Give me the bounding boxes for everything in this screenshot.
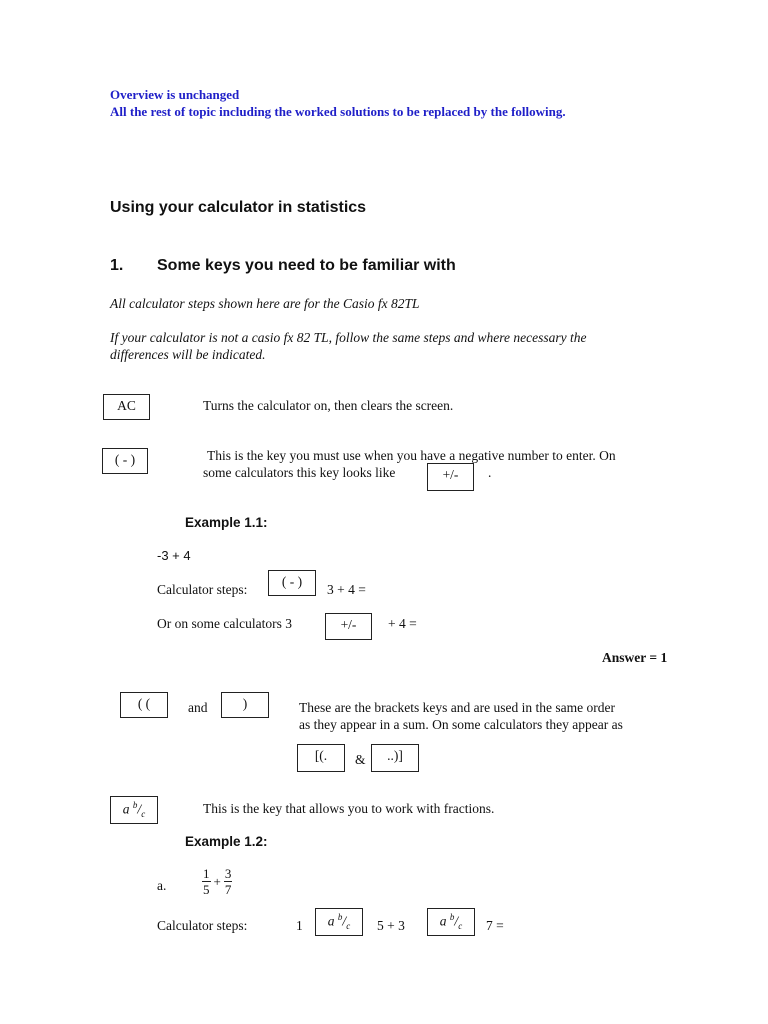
example-1-2-fraction-key-2 [427, 908, 475, 936]
example-1-2-fraction-key-2-symbol: a $^b/_c$ [439, 912, 463, 932]
example-1-2-step-1: 1 [296, 918, 303, 933]
example-1-2-title: Example 1.2: [185, 834, 268, 849]
example-1-2-fraction-key-1-b: b [337, 912, 343, 922]
fraction-three-sevenths [224, 866, 233, 897]
example-1-2-expression [202, 866, 232, 897]
example-1-1-negative-key-label: ( - ) [281, 574, 303, 589]
brackets-description-line1: These are the brackets keys and are used in the same order [299, 700, 615, 715]
plusminus-key-label: +/- [442, 467, 459, 482]
section-heading: Some keys you need to be familiar with [157, 257, 456, 274]
fraction-key-symbol: a $^b/_c$ [122, 800, 146, 820]
example-1-1-plusminus-key-label: +/- [340, 617, 357, 632]
example-1-2-fraction-key-1-symbol: a $^b/_c$ [327, 912, 351, 932]
fraction-three-sevenths-numerator: 3 [224, 866, 232, 881]
alt-open-bracket-key [297, 744, 345, 772]
ac-key [103, 394, 150, 420]
close-bracket-key [221, 692, 269, 718]
fraction-one-fifth [202, 866, 211, 897]
example-1-2-fraction-key-2-a: a [439, 913, 447, 929]
intro-text: All calculator steps shown here are for the Casio fx 82TL [110, 296, 420, 311]
example-1-1-steps-rest: 3 + 4 = [327, 582, 366, 597]
alt-open-bracket-key-label: [(. [314, 748, 328, 763]
brackets-description-line2: as they appear in a sum. On some calculators they appear as [299, 717, 623, 732]
example-1-1-answer: Answer = 1 [602, 650, 668, 665]
example-1-1-steps-label: Calculator steps: [157, 582, 248, 597]
alt-close-bracket-key [371, 744, 419, 772]
fraction-key-a: a [122, 801, 130, 817]
example-1-2-fraction-key-1-c: c [346, 921, 351, 932]
example-1-2-fraction-key-2-b: b [449, 912, 455, 922]
note-replacement: All the rest of topic including the worked solutions to be replaced by the following. [110, 104, 566, 119]
example-1-2-step-2: 5 + 3 [377, 918, 405, 933]
example-1-1-expression: -3 + 4 [157, 548, 191, 563]
example-1-2-fraction-key-2-c: c [458, 921, 463, 932]
fraction-one-fifth-denominator: 5 [203, 882, 210, 897]
brackets-ampersand: & [355, 752, 366, 767]
plusminus-key [427, 463, 474, 491]
page-title: Using your calculator in statistics [110, 199, 367, 216]
negative-description-dot: . [488, 465, 492, 480]
example-1-1-negative-key [268, 570, 316, 596]
open-bracket-key-label: ( ( [137, 696, 151, 711]
section-number: 1. [110, 257, 124, 274]
example-1-1-alt-rest: + 4 = [388, 616, 417, 631]
fraction-key-c: c [141, 809, 146, 820]
negative-description-line2: some calculators this key looks like [203, 465, 396, 480]
example-1-1-alt-label: Or on some calculators 3 [157, 616, 292, 631]
close-bracket-key-label: ) [242, 696, 248, 711]
brackets-and: and [188, 700, 208, 715]
fraction-three-sevenths-denominator: 7 [224, 882, 232, 897]
open-bracket-key [120, 692, 168, 718]
example-1-2-steps-label: Calculator steps: [157, 918, 248, 933]
negative-key [102, 448, 148, 474]
example-1-2-part-label: a. [157, 878, 167, 893]
plus-sign: + [213, 873, 221, 889]
example-1-1-plusminus-key [325, 613, 372, 640]
note-overview: Overview is unchanged [110, 87, 240, 102]
ac-description: Turns the calculator on, then clears the screen. [203, 398, 454, 413]
intro-note-line2: differences will be indicated. [110, 347, 266, 362]
negative-key-label: ( - ) [114, 452, 136, 467]
negative-description-line1: This is the key you must use when you have a negative number to enter. On [207, 448, 616, 463]
fraction-description: This is the key that allows you to work with fractions. [203, 801, 495, 816]
fraction-key-b: b [132, 800, 138, 810]
fraction-key [110, 796, 158, 824]
example-1-2-fraction-key-1 [315, 908, 363, 936]
ac-key-label: AC [117, 398, 136, 413]
example-1-1-title: Example 1.1: [185, 515, 268, 530]
fraction-one-fifth-numerator: 1 [203, 866, 210, 881]
intro-note-line1: If your calculator is not a casio fx 82 TL, follow the same steps and where necessary the [110, 330, 587, 345]
alt-close-bracket-key-label: ..)] [387, 748, 403, 763]
example-1-2-fraction-key-1-a: a [327, 913, 335, 929]
example-1-2-step-3: 7 = [486, 918, 504, 933]
